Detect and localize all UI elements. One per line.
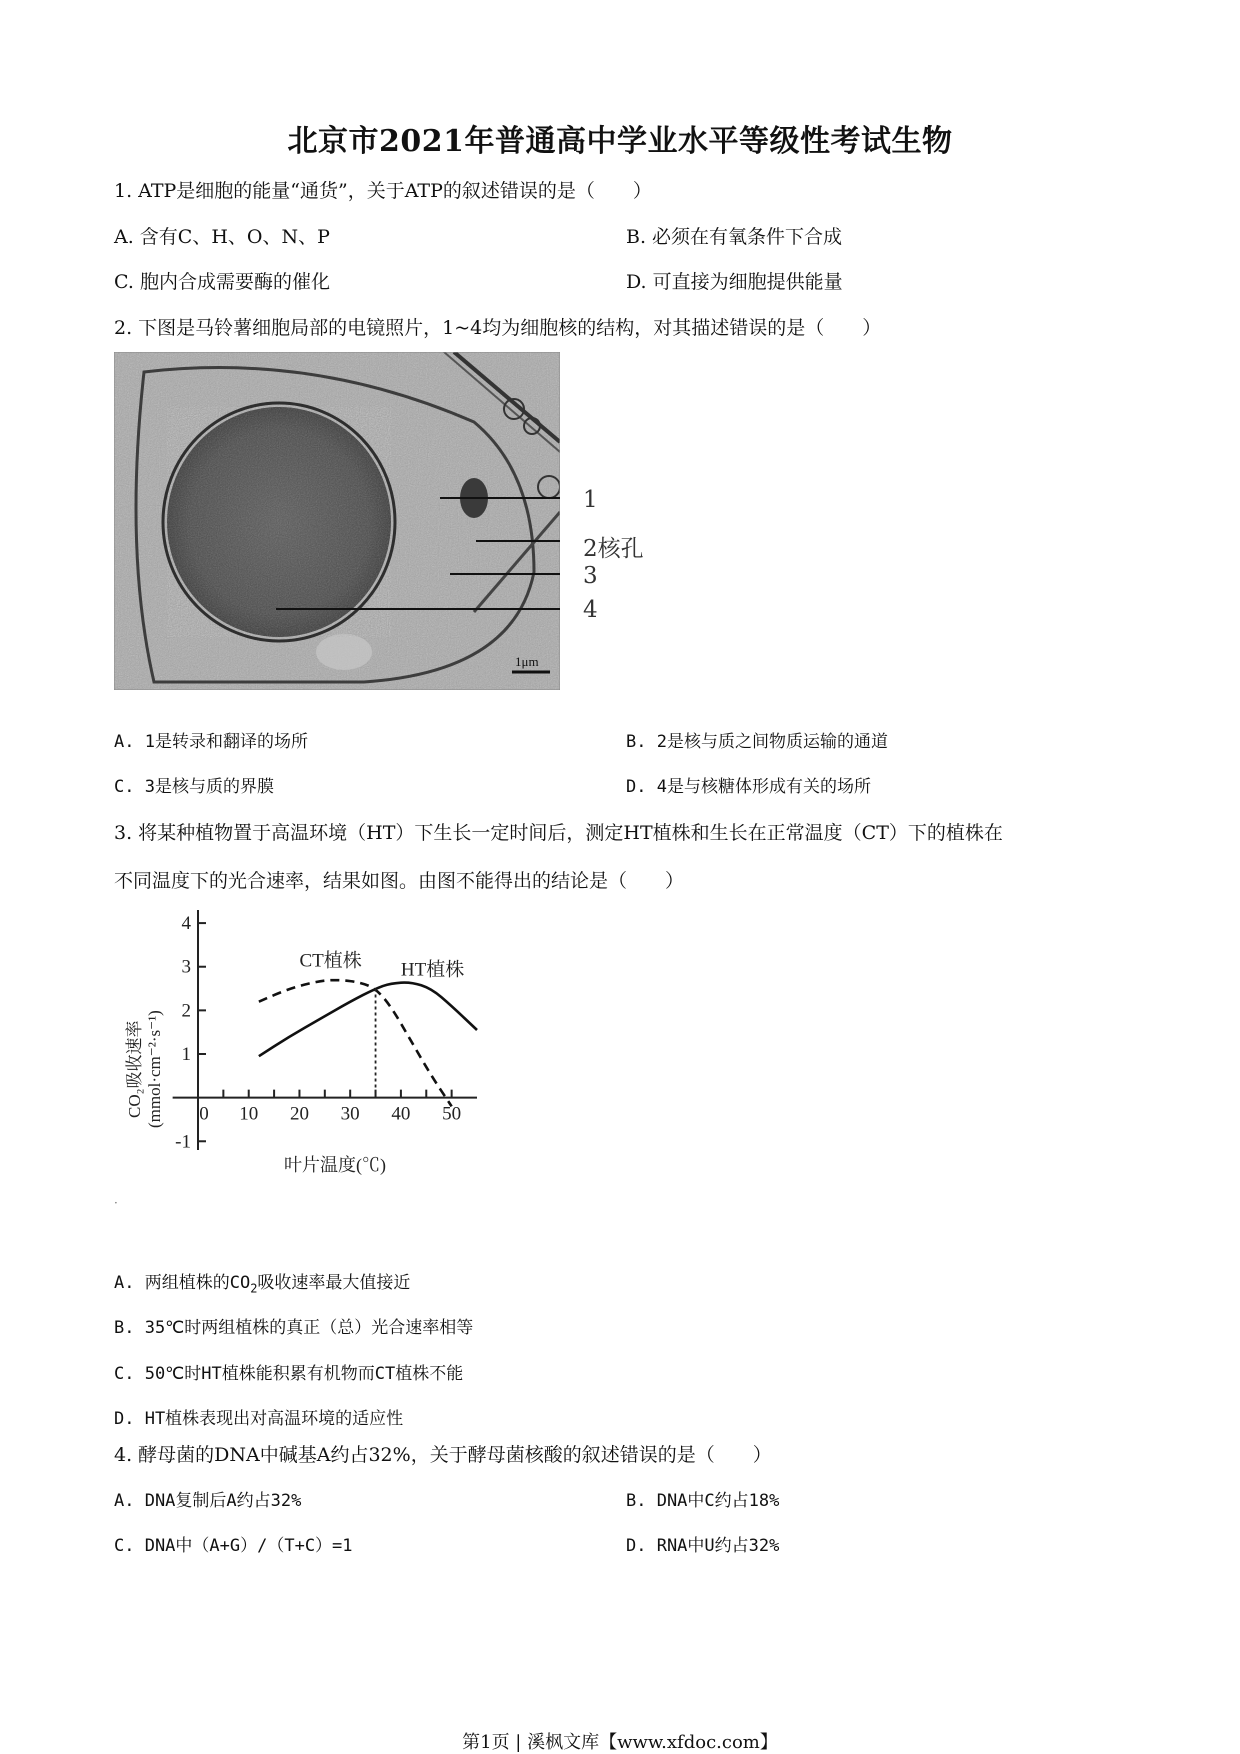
y-tick-label: 4 [181,913,191,935]
q2-option-c: C. 3是核与质的界膜 [114,777,274,797]
q2-option-a: A. 1是转录和翻译的场所 [114,732,308,752]
chart-series [259,950,477,1107]
q4-option-a: A. DNA复制后A约占32% [114,1491,302,1511]
q3-stem-line1: 3. 将某种植物置于高温环境（HT）下生长一定时间后，测定HT植株和生长在正常温度（CT）下的植株在 [114,822,1003,844]
photo-label-2: 2核孔 [583,536,644,562]
q1-option-d: D. 可直接为细胞提供能量 [626,271,843,293]
chart-ticks [175,913,461,1152]
q3-option-a-tail: 吸收速率最大值接近 [257,1273,411,1293]
photo-label-3: 3 [583,563,598,589]
q3-option-a-sub: 2 [250,1281,258,1296]
q4-stem: 4. 酵母菌的DNA中碱基A约占32%，关于酵母菌核酸的叙述错误的是（ ） [114,1444,772,1466]
chart-axes [173,910,477,1153]
q3-option-b: B. 35℃时两组植株的真正（总）光合速率相等 [114,1318,474,1338]
x-tick-label: 30 [340,1103,360,1125]
q4-option-c: C. DNA中（A+G）/（T+C）=1 [114,1536,353,1556]
q3-option-a-text: A. 两组植株的CO [114,1273,251,1293]
q1-option-b: B. 必须在有氧条件下合成 [626,226,843,248]
q3-option-a [114,1268,410,1295]
x-tick-label: 10 [239,1103,259,1125]
scale-bar-label: 1μm [515,654,539,669]
q2-option-b: B. 2是核与质之间物质运输的通道 [626,732,888,752]
ht-series-label: HT植株 [400,959,465,981]
y-tick-label: 1 [181,1044,191,1065]
photo-label-4: 4 [583,597,598,623]
q3-stem-line2: 不同温度下的光合速率，结果如图。由图不能得出的结论是（ ） [114,870,685,892]
q2-stem: 2. 下图是马铃薯细胞局部的电镜照片，1~4均为细胞核的结构，对其描述错误的是（ ） [114,317,882,339]
q4-option-b: B. DNA中C约占18% [626,1491,780,1511]
y-tick-label: -1 [175,1131,191,1153]
q1-option-a: A. 含有C、H、O、N、P [114,226,330,248]
stray-dot: · [114,1196,118,1210]
y-tick-label: 2 [181,1000,191,1022]
co2-absorption-chart [112,898,492,1186]
photo-label-1: 1 [583,487,598,513]
page-title: 北京市2021年普通高中学业水平等级性考试生物 [287,124,953,159]
chart-xlabel: 叶片温度(℃) [284,1155,386,1175]
chart-ylabel-line2: (mmol·cm⁻²·s⁻¹) [145,1010,164,1128]
x-tick-label: 40 [391,1103,411,1125]
x-tick-label: 20 [289,1103,309,1125]
q2-option-d: D. 4是与核糖体形成有关的场所 [626,777,871,797]
ct-series-label: CT植株 [299,950,362,972]
x-tick-label: 0 [199,1103,209,1125]
micrograph-image [114,352,560,690]
page-footer: 第1页 | 溪枫文库【www.xfdoc.com】 [462,1732,778,1753]
q1-stem: 1. ATP是细胞的能量“通货”，关于ATP的叙述错误的是（ ） [114,180,652,202]
y-tick-label: 3 [181,956,191,978]
electron-micrograph-figure [114,352,560,690]
chart-ylabel-line1: CO₂吸收速率 [125,1020,144,1118]
q3-option-c: C. 50℃时HT植株能积累有机物而CT植株不能 [114,1364,464,1384]
q4-option-d: D. RNA中U约占32% [626,1536,780,1556]
ht-series-line [259,983,477,1057]
q1-option-c: C. 胞内合成需要酶的催化 [114,271,330,293]
x-tick-label: 50 [442,1103,462,1125]
q3-option-d: D. HT植株表现出对高温环境的适应性 [114,1409,404,1429]
